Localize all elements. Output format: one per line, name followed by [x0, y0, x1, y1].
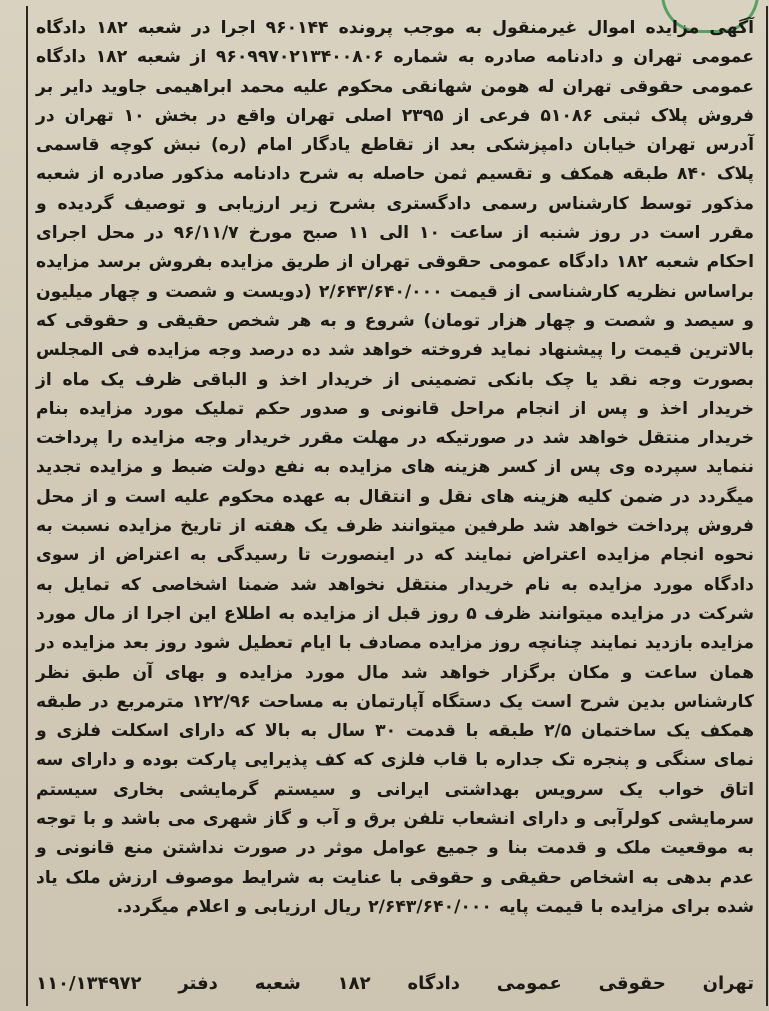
footer-branch: شعبه	[254, 972, 301, 994]
notice-footer	[36, 966, 754, 1000]
auction-notice-text: آگهی مزایده اموال غیرمنقول به موجب پرونده ۹۶۰۱۴۴ اجرا در شعبه ۱۸۲ دادگاه عمومی تهران و دادنامه صادره به شماره ۹۶۰۹۹۷۰۲۱۳۴۰۰۸۰۶ از شعبه ۱۸۲ دادگاه عمومی حقوقی تهران له هومن شهانقی محکوم علیه محمد ابراهیمی جاوید دایر بر فروش پلاک ثبتی ۵۱۰۸۶ فرعی از ۲۳۹۵ اصلی تهران واقع در بخش ۱۰ تهران در آدرس تهران خیابان دامپزشکی بعد از تقاطع یادگار امام (ره) نبش کوچه قاسمی پلاک ۸۴۰ طبقه همکف و تقسیم ثمن حاصله به شرح دادنامه مذکور صادره از شعبه مذکور توسط کارشناس رسمی دادگستری بشرح زیر ارزیابی و توصیف گردیده و مقرر است در روز شنبه از ساعت ۱۰ الی ۱۱ صبح مورخ ۹۶/۱۱/۷ در محل اجرای احکام شعبه ۱۸۲ دادگاه عمومی حقوقی تهران از طریق مزایده بفروش برسد مزایده براساس نظریه کارشناسی از قیمت ۲/۶۴۳/۶۴۰/۰۰۰ (دویست و شصت و چهار میلیون و سیصد و شصت و چهار هزار تومان) شروع و به هر شخص حقیقی و حقوقی که بالاترین قیمت را پیشنهاد نماید فروخته خواهد شد ده درصد وجه مزایده فی المجلس بصورت وجه نقد یا چک بانکی تضمینی از خریدار اخذ و الباقی ظرف یک ماه از خریدار اخذ و پس از انجام مراحل قانونی و صدور حکم تملیک مورد مزایده بنام خریدار منتقل خواهد شد در صورتیکه در مهلت مقرر خریدار وجه مزایده را پرداخت ننماید سپرده وی پس از کسر هزینه های مزایده به نفع دولت ضبط و مزایده تجدید میگردد در ضمن کلیه هزینه های نقل و انتقال به عهده محکوم علیه است و از محل فروش پرداخت خواهد شد طرفین میتوانند ظرف یک هفته از تاریخ مزایده نسبت به نحوه انجام مزایده اعتراض نمایند که در اینصورت تا رسیدگی به اعتراض از سوی دادگاه مورد مزایده به نام خریدار منتقل نخواهد شد ضمنا اشخاصی که تمایل به شرکت در مزایده میتوانند ظرف ۵ روز قبل از مزایده به اطلاع این اجرا از مال مورد مزایده بازدید نمایند چنانچه روز مزایده مصادف با ایام تعطیل شود روز بعد مزایده در همان ساعت و مکان برگزار خواهد شد مال مورد مزایده و بهای آن طبق نظر کارشناس بدین شرح است یک دستگاه آپارتمان به مساحت ۱۲۲/۹۶ مترمربع در طبقه همکف یک ساختمان ۲/۵ طبقه با قدمت ۳۰ سال به بالا که دارای اسکلت فلزی و نمای سنگی و پنجره تک جداره با قاب فلزی که کف پذیرایی پارکت بوده و دارای سه اتاق خواب یک سرویس بهداشتی ایرانی و سیستم گرمایشی بخاری سیستم سرمایشی کولرآبی و دارای انشعاب تلفن برق و آب و گاز شهری می باشد و با توجه به موقعیت ملک و قدمت بنا و جمیع عوامل موثر در صورت نداشتن منع قانونی و عدم بدهی به اشخاص حقیقی و حقوقی با عنایت به شرایط موصوف ارزش ملک یاد شده برای مزایده با قیمت پایه ۲/۶۴۳/۶۴۰/۰۰۰ ریال ارزیابی و اعلام میگردد.	[36, 18, 754, 917]
footer-reference-number: ۱۱۰/۱۳۴۹۷۲	[36, 972, 142, 994]
footer-office: دفتر	[178, 972, 218, 994]
footer-branch-number: ۱۸۲	[337, 972, 371, 994]
footer-city: تهران	[702, 972, 754, 994]
footer-court: دادگاه	[407, 972, 460, 994]
footer-general: عمومی	[496, 972, 562, 994]
footer-civil: حقوقی	[598, 972, 666, 994]
